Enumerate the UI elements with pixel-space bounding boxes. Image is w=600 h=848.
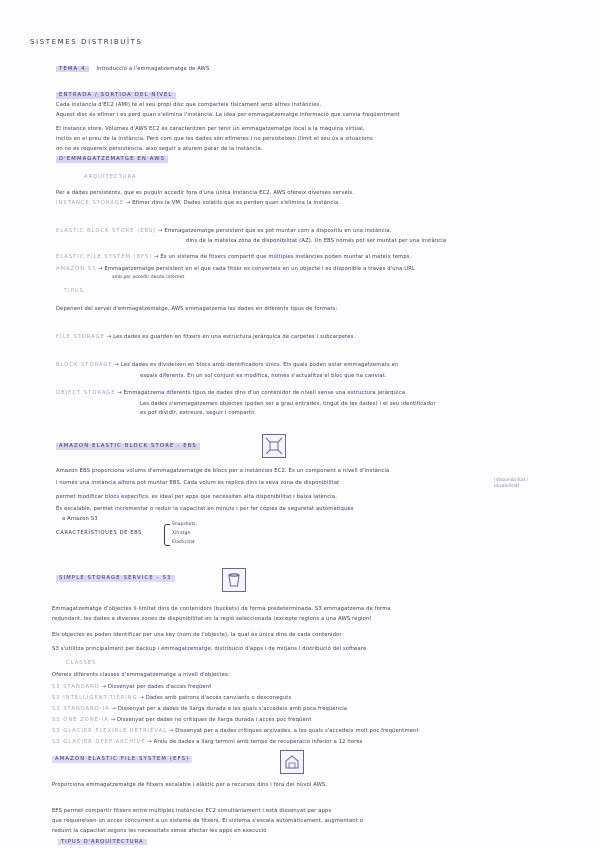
file-storage-line	[56, 334, 355, 341]
margin-note: (disponibilitat i durabilitat)	[494, 478, 529, 489]
text-line: espais diferents. En un sol conjunt es modifica, només s'actualitza el bloc que ha canviat.	[140, 373, 387, 379]
text-line: Cada instància d'EC2 (AMI) té el seu propi disc que comparteix físicament amb altres instàncies.	[56, 102, 322, 108]
instance-storage-line	[56, 200, 340, 207]
class-item	[52, 706, 347, 713]
term-label: S3 STANDARD	[52, 684, 100, 690]
text-line: Per a dades persistents, que es puguin accedir fora d'una única instància EC2, AWS ofereix diverses serveis.	[56, 190, 355, 196]
text-line: amb per accedir desde internet	[112, 275, 185, 280]
text-line: que requereixen un accés concurrent a un sistema de fitxers. El sistema s'escala automàticament, augmentant o	[52, 818, 364, 824]
term-text: → Dissenyat per dades no crítiques de llarga durada i accés poc freqüent	[110, 717, 312, 723]
text-line: Depenent del servei d'emmagatzematge, AWS emmagatzema les dades en diferents tipus de formats:	[56, 306, 338, 312]
section-heading-efs: AMAZON ELASTIC FILE SYSTEM (EFS)	[52, 756, 192, 763]
term-text: → Les dades es divideixen en blocs amb identificadors únics. Els quals poden estar emmagatzemats en	[114, 362, 399, 368]
s3-line	[56, 266, 415, 273]
text-line: El instance store. Volumes d'AWS EC2 es caracteritzen per tenir un emmagatzematge local a la màquina virtual,	[56, 126, 365, 132]
section-heading-emmagatzematge: D'EMMAGATZEMATGE EN AWS	[56, 156, 168, 163]
text-line: Ofereix diferents classes d'emmagatzematge a nivell d'objectes:	[52, 672, 230, 678]
term-label: AMAZON S3	[56, 266, 97, 272]
class-item	[52, 717, 311, 724]
text-line: Els objectes es poden identificar per una key (nom de l'objecte), la qual és única dins de cada contenidor	[52, 632, 342, 638]
page-title: SISTEMES DISTRIBUÏTS	[30, 38, 143, 46]
term-label: ELASTIC FILE SYSTEM (EFS)	[56, 254, 153, 260]
bucket-icon	[222, 568, 246, 592]
topic-line	[56, 66, 209, 73]
features-label: CARACTERÍSTIQUES DE EBS	[56, 530, 143, 536]
section-heading-ebs: AMAZON ELASTIC BLOCK STORE - EBS	[56, 443, 200, 450]
term-text: → Efímer dins la VM. Dades volàtils que es perden quan s'elimina la instància.	[125, 200, 341, 206]
class-item	[52, 728, 419, 735]
text-line: dins de la mateixa zona de disponibilitat (AZ). Un EBS només pot ser muntat per una instància	[186, 238, 447, 244]
term-text: → Emmagatzema diferents tipus de dades dins d'un contenidor de nivell sense una estructura jeràrquica.	[117, 390, 407, 396]
text-line: Amazon EBS proporciona volums d'emmagatzematge de blocs per a instàncies EC2. És un component a nivell d'instància	[56, 468, 390, 474]
brace	[164, 524, 170, 546]
text-line: Proporciona emmagatzematge de fitxers escalable i elàstic per a recursos dins i fora del núvol AWS.	[52, 782, 328, 788]
text-line: inclòs en el preu de la instància. Però com que les dades són efímeres i no persisteixen (límit el seu ús a situacions	[56, 136, 373, 142]
term-label: S3 STANDARD-IA	[52, 706, 110, 712]
class-item	[52, 695, 291, 702]
section-heading-s3: SIMPLE STORAGE SERVICE - S3	[56, 575, 175, 582]
text-line: i només una instància alhora pot muntar EBS. Cada volum es replica dins la seva zona de disponibilitat	[56, 480, 340, 486]
text-line: EFS permet compartir fitxers entre múltiples instàncies EC2 simultàniament i està dissenyat per apps	[52, 808, 332, 814]
term-text: → Dissenyat per a dades crítiques arxivades, a les quals s'accedeix molt poc freqüentment	[168, 728, 419, 734]
term-label: S3 ONE ZONE-IA	[52, 717, 109, 723]
text-line: reduint la capacitat segons les necessitats sense afectar les apps en execució	[52, 828, 267, 834]
subheading-tipus-arquitectura	[58, 839, 147, 846]
term-text: → Dissenyat per a dades de llarga durada a les quals s'accedeix amb poca freqüència	[111, 706, 348, 712]
text-line: Aquest disc és efímer i es perd quan s'elimina l'instància. La idea per emmagatzematge informació que canvia freqüentment	[56, 112, 400, 118]
text-line: Emmagatzematge d'objectes il·limitat dins de contenidors (buckets) de forma predeterminada, S3 emmagatzema de forma	[52, 606, 391, 612]
text-line: redundant, les dades a diverses zones de disponibilitat en la regió seleccionada (excepte regions a una AWS region)	[52, 616, 372, 622]
text-line: S3 s'utilitza principalment per backup i emmagatzematge, distribució d'apps i de mitjans i distribució del software	[52, 646, 367, 652]
section-heading-entrada: ENTRADA / SORTIDA DEL NIVEL	[56, 92, 176, 99]
term-text: → Dissenyat per dades d'accés freqüent	[101, 684, 212, 690]
term-label: OBJECT STORAGE	[56, 390, 116, 396]
term-text: → És un sistema de fitxers compartit que múltiples instàncies poden muntar al mateix temps.	[154, 254, 412, 260]
class-item	[52, 739, 363, 746]
term-text: → Emmagatzematge persistent que es pot muntar com a dispositiu en una instància,	[158, 228, 392, 234]
term-text: → Les dades es guarden en fitxers en una estructura jeràrquica de carpetes i subcarpetes.	[106, 334, 356, 340]
subheading-text: TIPUS D'ARQUITECTURA	[58, 839, 147, 845]
object-storage-line	[56, 390, 407, 397]
text-line: Les dades s'emmagatzemen objectes (poden ser a grau entrades, tingut de les dades) i el seu identificador	[140, 401, 436, 407]
text-line: És escalable, permet incrementar o reduir la capacitat en minuts i per fer còpies de seguretat automàtiques	[56, 506, 354, 512]
ebs-line	[56, 228, 391, 235]
topic-badge: TEMA 4	[56, 66, 89, 72]
efs-line	[56, 254, 411, 261]
term-label: BLOCK STORAGE	[56, 362, 113, 368]
feature-item: Elasticitat	[172, 540, 195, 545]
feature-item: Xifratge	[172, 531, 191, 536]
term-text: → Emmagatzematge persistent en el que cada fitxer es converteix en un objecte i es disponible a través d'una URL	[98, 266, 416, 272]
term-text: → Arxiu de dades a llarg termini amb temps de recuperació inferior a 12 hores	[147, 739, 363, 745]
subheading-classes: CLASSES	[66, 660, 97, 666]
feature-item: Snapshots	[172, 522, 196, 527]
class-item	[52, 684, 211, 691]
subheading-arquitectura: ARQUITECTURA	[84, 174, 137, 180]
block-storage-icon	[262, 434, 286, 458]
term-label: S3 GLACIER DEEP ARCHIVE	[52, 739, 146, 745]
topic-title: Introducció a l'emmagatzematge de AWS	[96, 66, 210, 72]
term-label: FILE STORAGE	[56, 334, 106, 340]
subheading-tipus: TIPUS	[64, 288, 84, 294]
file-system-icon	[280, 750, 304, 774]
term-label: ELASTIC BLOCK STORE (EBS)	[56, 228, 157, 234]
text-line: es pot dividir, extreure, seguir i compartir.	[140, 410, 257, 416]
term-text: → Dades amb patrons d'accés canviants o desconeguts	[139, 695, 292, 701]
block-storage-line	[56, 362, 398, 369]
text-line: a Amazon S3	[62, 516, 98, 522]
term-label: S3 GLACIER FLEXIBLE RETRIEVAL	[52, 728, 168, 734]
text-line: on no es requereix persistència, això seguir a aturem parar de la instància.	[56, 146, 263, 152]
term-label: INSTANCE STORAGE	[56, 200, 125, 206]
text-line: permet modificar blocs específics, és ideal per apps que necessiten alta disponibilitat i baixa latència.	[56, 494, 338, 500]
term-label: S3 INTELLIGENT-TIERING	[52, 695, 138, 701]
